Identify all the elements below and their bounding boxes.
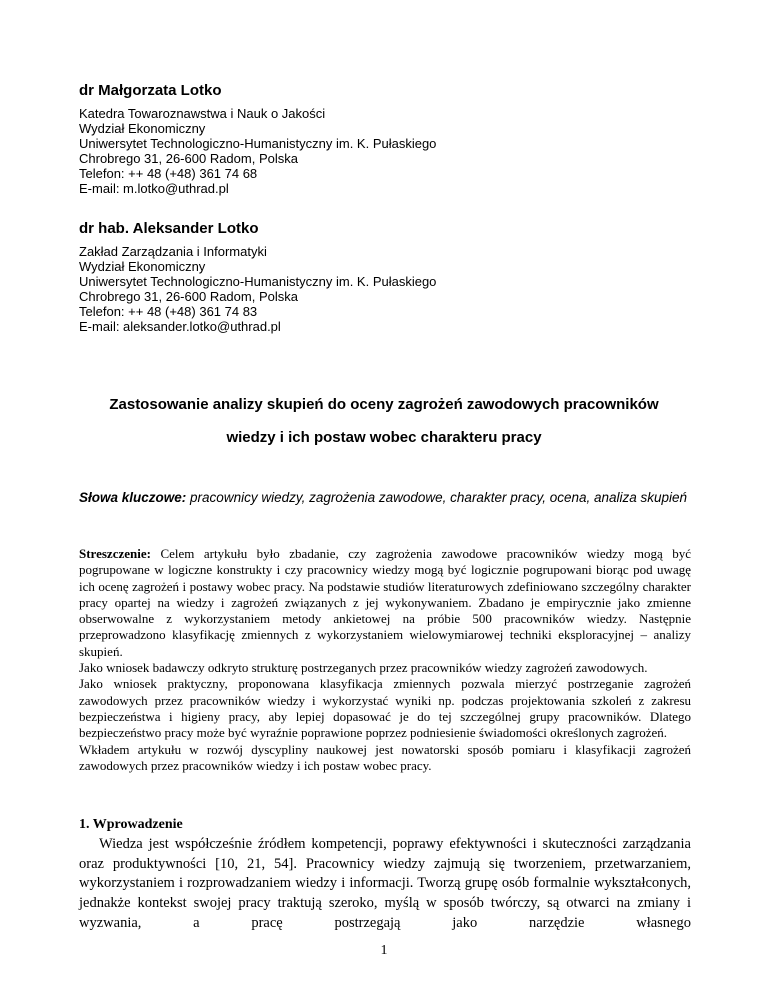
keywords	[79, 489, 691, 507]
section-body-text: Wiedza jest współcześnie źródłem kompetencji, poprawy efektywności i skuteczności zarządzania oraz produktywności [10, 21, 54]. Pracownicy wiedzy zajmują się tworzeniem, przetwarzaniem, wykorzystaniem i rozprowadzaniem wiedzy i informacji. Tworzą grupę osób formalnie wykształconych, jednakże kontekst swojej pracy traktują szeroko, myślą w sposób twórczy, są otwarci na zmiany i wyzwania, a pracę postrzegają jako narzędzie własnego	[79, 836, 691, 931]
affiliation-faculty: Wydział Ekonomiczny	[79, 121, 206, 136]
affiliation-department: Katedra Towaroznawstwa i Nauk o Jakości	[79, 106, 326, 121]
section-heading: 1. Wprowadzenie	[79, 817, 183, 832]
paper-title-line-2: wiedzy i ich postaw wobec charakteru pracy	[226, 429, 542, 446]
affiliation-university: Uniwersytet Technologiczno-Humanistyczny im. K. Pułaskiego	[79, 274, 437, 289]
keywords-label: Słowa kluczowe:	[79, 490, 187, 505]
author-name: dr hab. Aleksander Lotko	[79, 220, 259, 237]
abstract-paragraph: Jako wniosek praktyczny, proponowana klasyfikacja zmiennych pozwala mierzyć postrzeganie zagrożeń zawodowych przez pracowników wiedzy i wykorzystać wyniki np. podczas projektowania szkoleń z zakresu bezpieczeństwa i higieny pracy, aby lepiej dopasować je do tej szczególnej grupy pracowników. Dlatego bezpieczeństwo pracy może być wyraźnie poprawione poprzez podniesienie świadomości określonych zagrożeń.	[79, 676, 691, 741]
paper-title-line-1: Zastosowanie analizy skupień do oceny zagrożeń zawodowych pracowników	[109, 396, 659, 413]
abstract	[79, 546, 691, 774]
affiliation-department: Zakład Zarządzania i Informatyki	[79, 244, 267, 259]
affiliation-address: Chrobrego 31, 26-600 Radom, Polska	[79, 289, 298, 304]
keywords-text: pracownicy wiedzy, zagrożenia zawodowe, charakter pracy, ocena, analiza skupień	[190, 490, 688, 505]
section-introduction	[79, 816, 691, 934]
abstract-paragraph: Wkładem artykułu w rozwój dyscypliny naukowej jest nowatorski sposób pomiaru i klasyfikacji zagrożeń zawodowych przez pracowników wiedzy i ich postaw wobec pracy.	[79, 741, 691, 773]
author-block-1	[79, 82, 699, 196]
affiliation-email: E-mail: aleksander.lotko@uthrad.pl	[79, 319, 281, 334]
page-number: 1	[380, 943, 388, 958]
abstract-paragraph: Jako wniosek badawczy odkryto strukturę postrzeganych przez pracowników wiedzy zagrożeń zawodowych.	[79, 660, 648, 676]
abstract-paragraph: Streszczenie: Celem artykułu było zbadanie, czy zagrożenia zawodowe pracowników wiedzy mogą być pogrupowane w logiczne konstrukty i czy pracownicy wiedzy mogą być logicznie pogrupowani biorąc pod uwagę ich ocenę zagrożeń i postawy wobec pracy. Na podstawie studiów literaturowych zdefiniowano szczególny charakter pracy opartej na wiedzy i zagrożeń związanych z jej wykonywaniem. Zbadano je empirycznie jako zmienne obserwowalne z wykorzystaniem metody ankietowej na próbie 500 pracowników wiedzy. Następnie przeprowadzono klasyfikację zmiennych z wykorzystaniem wielowymiarowej techniki eksploracyjnej – analizy skupień.	[79, 546, 692, 659]
author-name: dr Małgorzata Lotko	[79, 82, 222, 99]
affiliation-faculty: Wydział Ekonomiczny	[79, 259, 206, 274]
affiliation-phone: Telefon: ++ 48 (+48) 361 74 68	[79, 166, 258, 181]
author-block-2	[79, 220, 699, 334]
affiliation-email: E-mail: m.lotko@uthrad.pl	[79, 181, 229, 196]
affiliation-address: Chrobrego 31, 26-600 Radom, Polska	[79, 151, 298, 166]
affiliation-phone: Telefon: ++ 48 (+48) 361 74 83	[79, 304, 258, 319]
affiliation-university: Uniwersytet Technologiczno-Humanistyczny im. K. Pułaskiego	[79, 136, 437, 151]
abstract-label: Streszczenie:	[79, 546, 151, 561]
